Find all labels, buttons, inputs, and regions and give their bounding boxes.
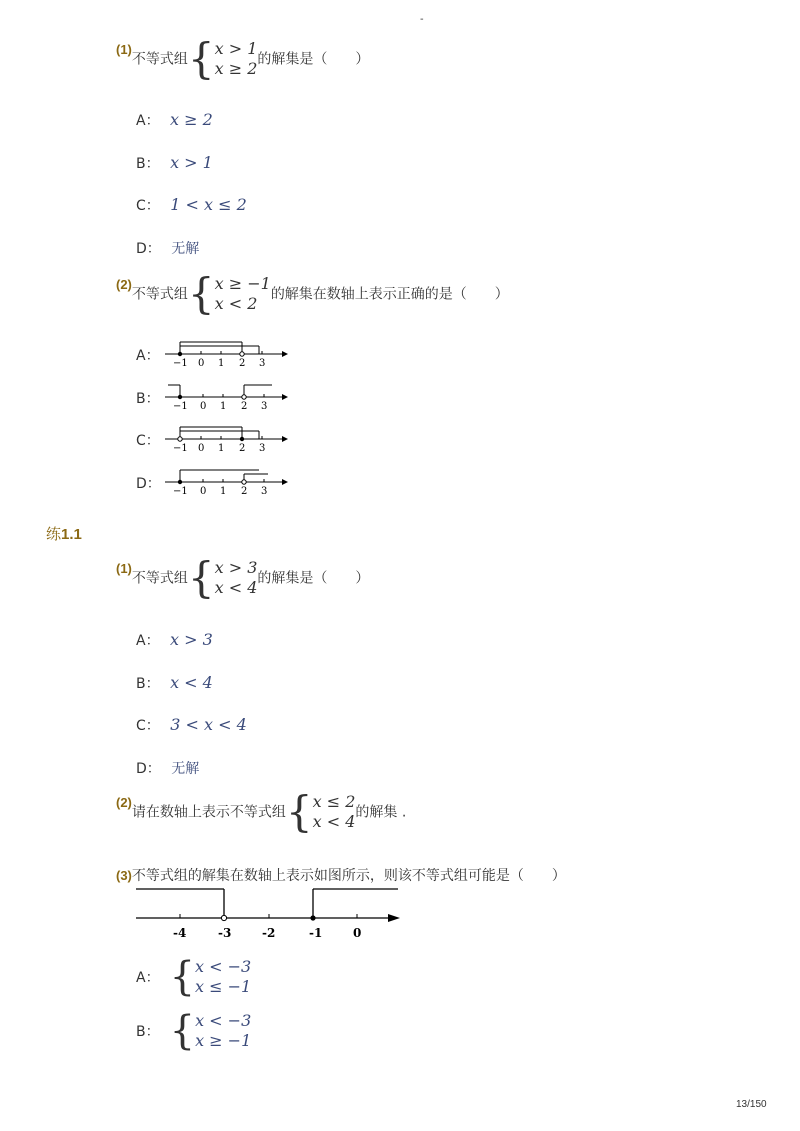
inequality: x ≤ −1 [195,977,252,996]
tick-label: 1 [220,486,227,497]
question-1 [116,34,370,83]
option-d[interactable] [136,758,199,778]
option-label: A： [136,633,160,649]
tick-label: 0 [198,358,205,369]
inequality: x ≤ 2 [312,792,356,811]
solid-dot [240,437,244,441]
option-expression: 3 < x < 4 [170,715,247,734]
question-text-prefix: 请在数轴上表示不等式组 [131,804,286,821]
brace-icon: { [187,553,215,602]
inequality: x > 1 [214,39,258,58]
question-text: 不等式组的解集在数轴上表示如图所示，则该不等式组可能是（ ） [131,868,566,884]
option-label: B： [136,676,160,692]
question-text-prefix: 不等式组 [131,51,188,68]
inequality-system [215,39,258,79]
question-number: (2) [116,276,132,292]
inequality: x ≥ −1 [195,1031,252,1050]
tick-label: 3 [261,401,268,412]
tick-label: 1 [220,401,227,412]
number-line-a [160,336,290,370]
number-line-b [160,379,290,413]
open-dot [221,915,226,920]
option-label: B： [136,156,160,172]
brace-icon: { [169,1008,196,1054]
page-number: 13/150 [736,1099,767,1110]
question-text-suffix: 的解集是（ ） [257,51,370,68]
open-dot [242,480,246,484]
option-label: D： [136,761,161,777]
question-number: (2) [116,794,132,810]
question-number: (3) [116,868,132,883]
tick-label: -2 [262,926,276,940]
number-line-figure [130,884,410,946]
option-expression: x < 4 [170,673,213,692]
option-label: A： [136,113,160,129]
question-2 [116,269,509,318]
brace-icon: { [169,954,196,1000]
tick-label: 1 [218,358,225,369]
option-label[interactable]: D： [136,476,161,492]
inequality: x < −3 [195,957,252,976]
number-line-d [160,464,290,498]
question-text-suffix: 的解集在数轴上表示正确的是（ ） [270,286,509,303]
tick-label: 0 [200,486,207,497]
section-prefix: 练 [46,525,62,543]
option-label: C： [136,718,160,734]
arrow-icon [282,436,288,442]
tick-label: 3 [259,443,266,454]
practice-1 [116,553,370,602]
tick-label: -3 [218,926,232,940]
open-dot [240,352,244,356]
arrow-icon [282,351,288,357]
tick-label: 3 [259,358,266,369]
option-expression: 1 < x ≤ 2 [170,195,247,214]
option-expression: 无解 [171,761,200,777]
tick-label: 0 [353,926,362,940]
inequality-system [215,274,271,314]
inequality: x > 3 [214,558,258,577]
option-b[interactable] [136,1008,252,1054]
top-mark: - [420,14,424,25]
option-a[interactable] [136,630,213,650]
arrow-icon [282,479,288,485]
option-label: B： [136,1024,160,1040]
tick-label: 2 [241,486,248,497]
option-b[interactable] [136,153,213,173]
inequality: x < 4 [312,812,356,831]
inequality-system [313,792,356,832]
section-heading [46,523,82,544]
tick-label: 2 [239,358,246,369]
question-number: (1) [116,560,132,576]
tick-label: −1 [173,443,188,454]
brace-icon: { [187,34,215,83]
option-label: C： [136,198,160,214]
brace-icon: { [285,787,313,836]
tick-label: -1 [309,926,323,940]
question-number: (1) [116,41,132,57]
tick-label: 3 [261,486,268,497]
brace-icon: { [187,269,215,318]
tick-label: 2 [239,443,246,454]
number-line-c [160,421,290,455]
practice-3 [116,865,566,885]
tick-label: −1 [173,486,188,497]
option-expression: x ≥ 2 [170,110,213,129]
option-d[interactable] [136,238,199,258]
tick-label: 0 [198,443,205,454]
solid-dot [178,352,182,356]
option-a[interactable] [136,954,252,1000]
inequality-system [215,558,258,598]
inequality: x < 2 [214,294,258,313]
option-expression: x > 3 [170,630,213,649]
option-c[interactable] [136,715,247,735]
inequality: x < −3 [195,1011,252,1030]
option-label: D： [136,241,161,257]
tick-label: −1 [173,358,188,369]
tick-label: 0 [200,401,207,412]
question-text-suffix: 的解集 . [355,804,407,821]
arrow-icon [388,914,400,922]
tick-label: -4 [173,926,187,940]
tick-label: 2 [241,401,248,412]
option-label[interactable]: B： [136,391,160,407]
question-text-prefix: 不等式组 [131,570,188,587]
solid-dot [178,395,182,399]
tick-label: −1 [173,401,188,412]
solid-dot [178,480,182,484]
option-expression: 无解 [171,241,200,257]
option-c[interactable] [136,195,247,215]
option-b[interactable] [136,673,213,693]
option-label[interactable]: C： [136,433,160,449]
practice-2 [116,787,407,836]
inequality-system [195,957,251,997]
question-text-suffix: 的解集是（ ） [257,570,370,587]
tick-label: 1 [218,443,225,454]
option-label: A： [136,970,160,986]
option-expression: x > 1 [170,153,213,172]
option-a[interactable] [136,110,213,130]
option-label[interactable]: A： [136,348,160,364]
section-number: 1.1 [61,526,82,543]
inequality-system [195,1011,251,1051]
question-text-prefix: 不等式组 [131,286,188,303]
open-dot [242,395,246,399]
arrow-icon [282,394,288,400]
inequality: x ≥ 2 [214,59,258,78]
inequality: x ≥ −1 [214,274,271,293]
solid-dot [310,915,315,920]
open-dot [178,437,182,441]
inequality: x < 4 [214,578,258,597]
